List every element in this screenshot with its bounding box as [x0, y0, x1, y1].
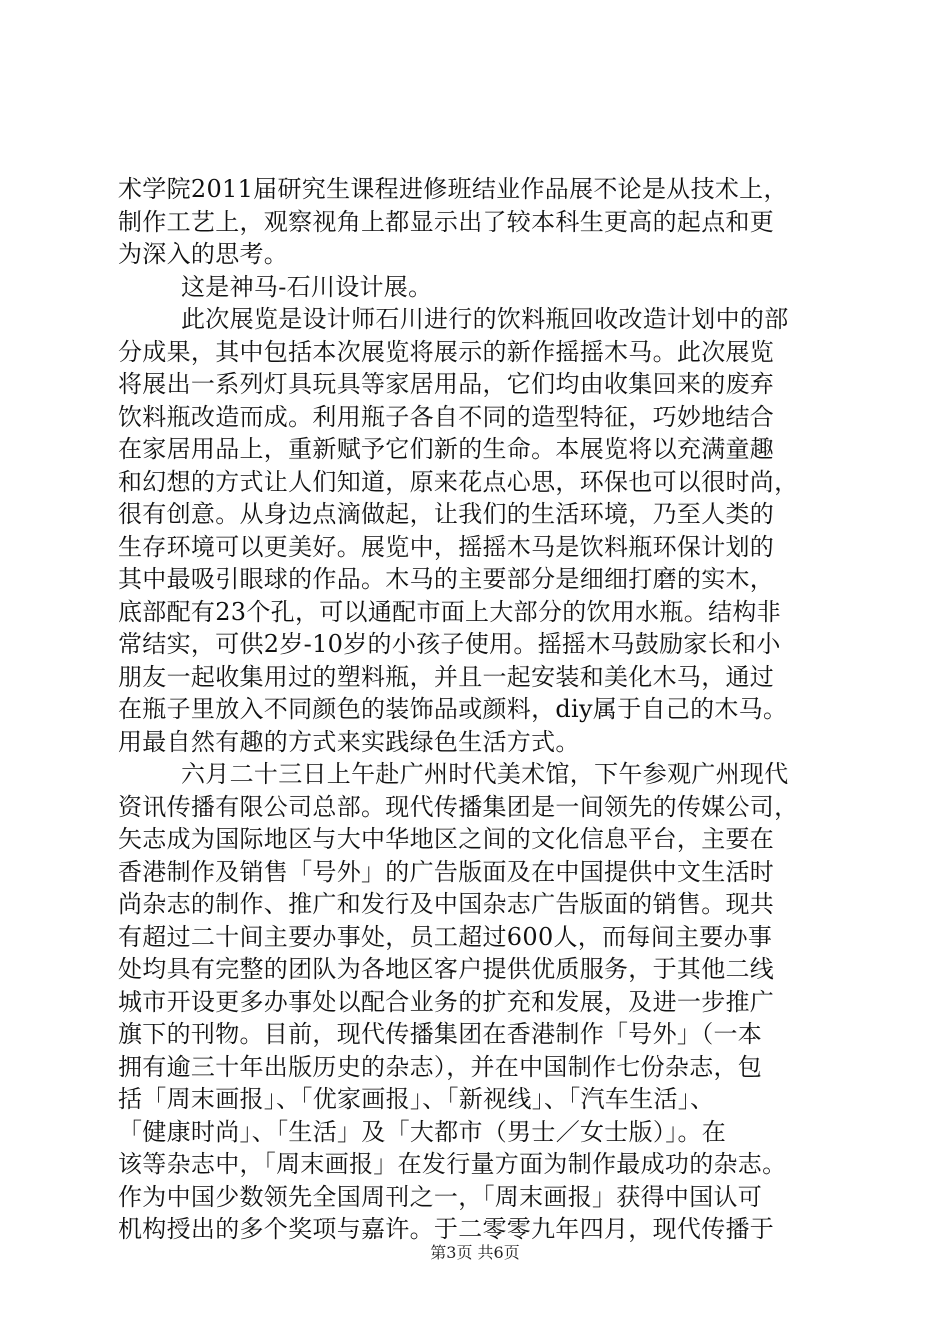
paragraph-visit-report: [118, 758, 834, 1246]
text-line: 旗下的刊物。目前，现代传播集团在香港制作「号外」（一本: [118, 1020, 763, 1048]
text-line: 拥有逾三十年出版历史的杂志），并在中国制作七份杂志，包: [118, 1052, 763, 1081]
text-line: 城市开设更多办事处以配合业务的扩充和发展，及进一步推广: [118, 987, 775, 1016]
text-line: 分成果，其中包括本次展览将展示的新作摇摇木马。此次展览: [118, 337, 775, 366]
page-number-footer: 第3页 共6页: [430, 1243, 520, 1262]
text-line: 在瓶子里放入不同颜色的装饰品或颜料，diy属于自己的木马。: [118, 695, 788, 723]
paragraph-exhibition-details: [118, 303, 834, 758]
text-line: 机构授出的多个奖项与嘉许。于二零零九年四月，现代传播于: [118, 1215, 775, 1243]
text-line: 此次展览是设计师石川进行的饮料瓶回收改造计划中的部: [181, 305, 789, 333]
text-line: 将展出一系列灯具玩具等家居用品，它们均由收集回来的废弃: [118, 370, 775, 398]
text-line: 底部配有23个孔，可以通配市面上大部分的饮用水瓶。结构非: [118, 597, 781, 626]
text-line: 矢志成为国际地区与大中华地区之间的文化信息平台，主要在: [118, 825, 775, 853]
text-line: 六月二十三日上午赴广州时代美术馆，下午参观广州现代: [181, 760, 789, 788]
text-line: 和幻想的方式让人们知道，原来花点心思，环保也可以很时尚，: [118, 467, 799, 496]
text-line: 括「周末画报」、「优家画报」、「新视线」、「汽车生活」、: [118, 1085, 715, 1113]
paragraph-shenma-ishikawa: [118, 271, 834, 304]
text-line: 其中最吸引眼球的作品。木马的主要部分是细细打磨的实木，: [118, 565, 775, 593]
text-line: 生存环境可以更美好。展览中，摇摇木马是饮料瓶环保计划的: [118, 532, 775, 561]
text-line: 常结实，可供2岁-10岁的小孩子使用。摇摇木马鼓励家长和小: [118, 630, 781, 658]
text-line: 很有创意。从身边点滴做起，让我们的生活环境，乃至人类的: [118, 500, 775, 528]
text-line: 作为中国少数领先全国周刊之一，「周末画报」获得中国认可: [118, 1182, 763, 1211]
text-line: 资讯传播有限公司总部。现代传播集团是一间领先的传媒公司，: [118, 792, 799, 821]
text-line: 香港制作及销售「号外」的广告版面及在中国提供中文生活时: [118, 857, 775, 886]
text-line: 朋友一起收集用过的塑料瓶，并且一起安装和美化木马，通过: [118, 662, 775, 691]
text-line: 有超过二十间主要办事处，员工超过600人，而每间主要办事: [118, 922, 773, 951]
text-line: 为深入的思考。: [118, 240, 289, 268]
text-line: 术学院2011届研究生课程进修班结业作品展不论是从技术上，: [118, 175, 788, 203]
text-line: 「健康时尚」、「生活」及「大都市（男士／女士版）」。在: [118, 1117, 727, 1146]
text-line: 制作工艺上，观察视角上都显示出了较本科生更高的起点和更: [118, 207, 775, 236]
paragraph-exhibition-intro: [118, 173, 834, 271]
text-line: 该等杂志中，「周末画报」在发行量方面为制作最成功的杂志。: [118, 1150, 787, 1178]
text-line: 用最自然有趣的方式来实践绿色生活方式。: [118, 727, 580, 756]
text-line: 饮料瓶改造而成。利用瓶子各自不同的造型特征，巧妙地结合: [118, 402, 775, 431]
text-line: 处均具有完整的团队为各地区客户提供优质服务，于其他二线: [118, 955, 775, 983]
text-line: 这是神马-石川设计展。: [181, 272, 433, 301]
text-line: 尚杂志的制作、推广和发行及中国杂志广告版面的销售。现共: [118, 890, 775, 918]
text-line: 在家居用品上，重新赋予它们新的生命。本展览将以充满童趣: [118, 435, 775, 463]
body-text: [118, 173, 834, 1246]
